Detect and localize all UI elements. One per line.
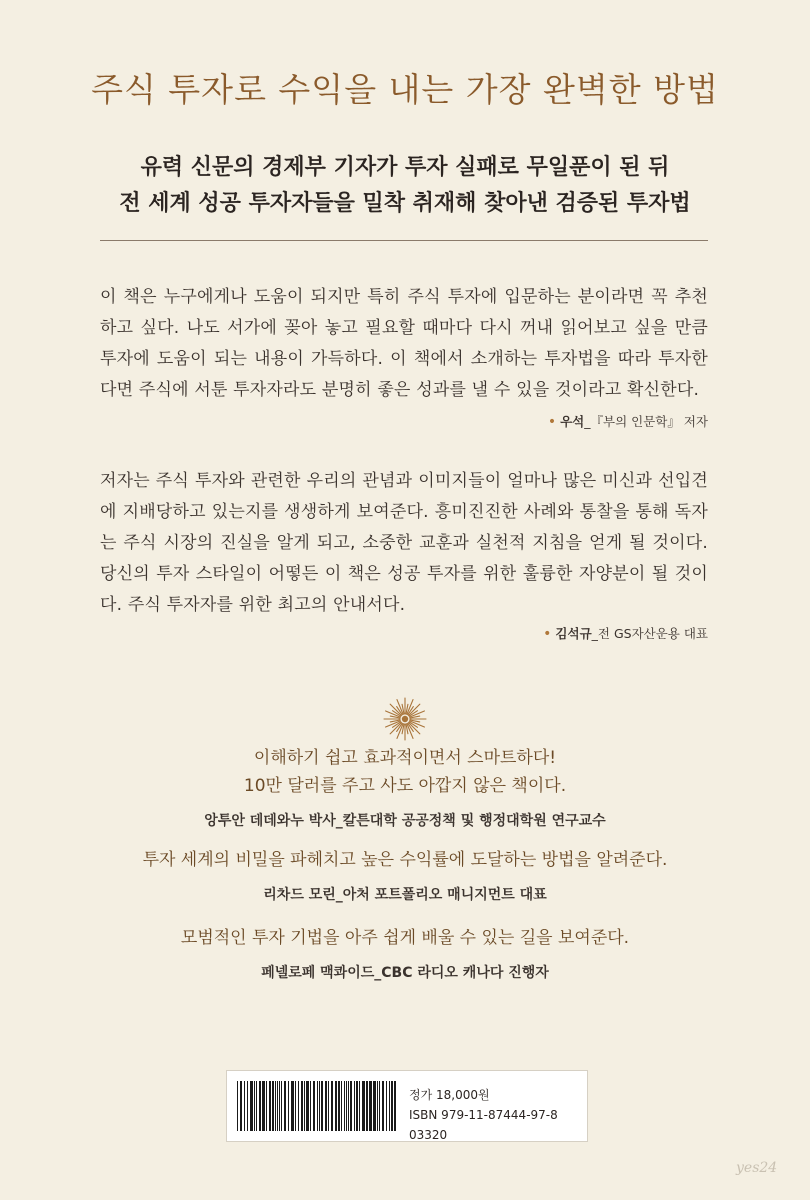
endorsement-attribution-1	[548, 412, 708, 430]
subhead-line-1: 유력 신문의 경제부 기자가 투자 실패로 무일푼이 된 뒤	[140, 155, 670, 180]
subhead-line-2: 전 세계 성공 투자자들을 밀착 취재해 찾아낸 검증된 투자법	[119, 191, 691, 216]
endorser-role: _『부의 인문학』 저자	[584, 414, 708, 429]
praise-block-2	[0, 846, 810, 904]
endorser-name: 우석	[560, 414, 585, 429]
praise-author: 리차드 모린_아처 포트폴리오 매니지먼트 대표	[263, 887, 547, 903]
bullet-icon: •	[543, 626, 552, 642]
endorser-role: _전 GS자산운용 대표	[591, 626, 708, 641]
endorsement-quote-2: 저자는 주식 투자와 관련한 우리의 관념과 이미지들이 얼마나 많은 미신과 선입견에 지배당하고 있는지를 생생하게 보여준다. 흥미진진한 사례와 통찰을 통해 독자는 주식 시장의 진실을 알게 되고, 소중한 교훈과 실천적 지침을 얻게 될 것이다. 당신의 투자 스타일이 어떻든 이 책은 성공 투자를 위한 훌륭한 자양분이 될 것이다. 주식 투자자를 위한 최고의 안내서다.	[100, 471, 708, 615]
barcode-label	[226, 1070, 588, 1142]
price-info	[409, 1085, 587, 1145]
subhead	[0, 150, 810, 222]
praise-author: 앙투안 데데와누 박사_칼튼대학 공공정책 및 행정대학원 연구교수	[204, 813, 606, 829]
bullet-icon: •	[547, 414, 557, 430]
praise-line: 10만 달러를 주고 사도 아깝지 않은 책이다.	[243, 776, 567, 796]
barcode-icon	[235, 1081, 399, 1131]
praise-line: 이해하기 쉽고 효과적이면서 스마트하다!	[253, 748, 557, 768]
headline: 주식 투자로 수익을 내는 가장 완벽한 방법	[91, 70, 719, 109]
isbn-label: ISBN 979-11-87444-97-8 03320	[409, 1108, 558, 1142]
praise-line: 모범적인 투자 기법을 아주 쉽게 배울 수 있는 길을 보여준다.	[180, 928, 630, 948]
endorsement-quote-1: 이 책은 누구에게나 도움이 되지만 특히 주식 투자에 입문하는 분이라면 꼭 추천하고 싶다. 나도 서가에 꽂아 놓고 필요할 때마다 다시 꺼내 읽어보고 싶을 만큼 투자에 도움이 되는 내용이 가득하다. 이 책에서 소개하는 투자법을 따라 투자한다면 주식에 서툰 투자자라도 분명히 좋은 성과를 낼 수 있을 것이라고 확신한다.	[100, 287, 708, 400]
endorsement-attribution-2	[543, 624, 708, 642]
endorser-name: 김석규	[555, 626, 592, 641]
praise-line: 투자 세계의 비밀을 파헤치고 높은 수익률에 도달하는 방법을 알려준다.	[142, 850, 668, 870]
praise-author: 페넬로페 맥콰이드_CBC 라디오 캐나다 진행자	[261, 965, 549, 981]
starburst-icon	[382, 696, 428, 742]
praise-block-1	[0, 744, 810, 830]
praise-block-3	[0, 924, 810, 982]
price-label: 정가 18,000원	[409, 1088, 490, 1102]
divider	[100, 240, 708, 241]
watermark: yes24	[736, 1160, 778, 1176]
